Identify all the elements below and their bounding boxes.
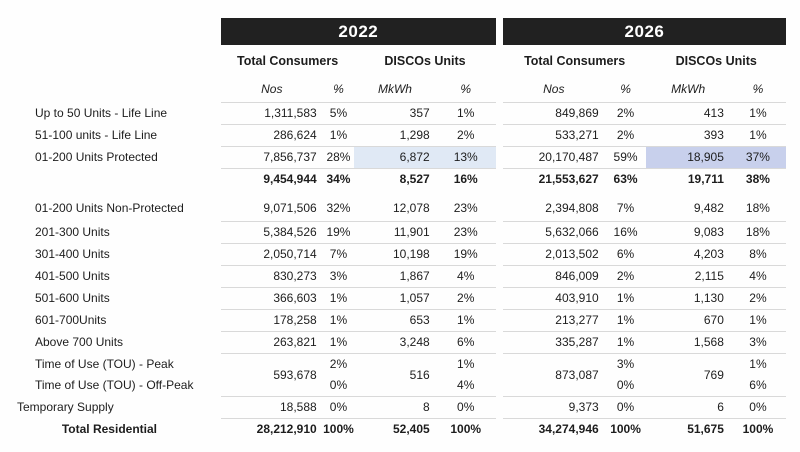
cell-y26-units-mkwh: 6 bbox=[646, 397, 729, 419]
cell-y22-consumers-pct: 1% bbox=[323, 310, 355, 332]
group-gap bbox=[496, 266, 503, 288]
cell-y26-units-mkwh: 1,130 bbox=[646, 288, 729, 310]
cell-y22-units-pct: 1% bbox=[436, 310, 496, 332]
cell-y22-units-pct: 23% bbox=[436, 222, 496, 244]
cell-y22-consumers-nos: 286,624 bbox=[221, 125, 323, 147]
group-gap bbox=[496, 375, 503, 397]
cell-y26-consumers-nos: 533,271 bbox=[503, 125, 605, 147]
table-row bbox=[0, 147, 786, 169]
cell-y22-consumers-nos: 2,050,714 bbox=[221, 244, 323, 266]
table-row bbox=[0, 125, 786, 147]
cell-y26-consumers-pct: 63% bbox=[613, 172, 638, 186]
cell-y22-consumers-pct: 1% bbox=[323, 288, 355, 310]
cell-y22-units-mkwh: 1,867 bbox=[354, 266, 435, 288]
group-gap bbox=[496, 354, 503, 376]
cell-y26-consumers-nos: 20,170,487 bbox=[503, 147, 605, 169]
gap bbox=[219, 375, 221, 397]
total-consumers-2026-header: Total Consumers bbox=[524, 53, 626, 68]
group-gap bbox=[496, 103, 503, 125]
cell-y22-consumers-nos: 28,212,910 bbox=[256, 422, 317, 436]
year-2026-band: 2026 bbox=[503, 18, 786, 45]
table-row bbox=[0, 222, 786, 244]
cell-y22-consumers-nos: 263,821 bbox=[221, 332, 323, 354]
row-label: 401-500 Units bbox=[35, 269, 110, 283]
cell-y22-consumers-nos: 5,384,526 bbox=[221, 222, 323, 244]
cell-y26-consumers-pct: 59% bbox=[605, 147, 647, 169]
cell-y22-units-pct: 0% bbox=[436, 397, 496, 419]
cell-y22-units-pct: 1% bbox=[436, 103, 496, 125]
cell-y26-units-pct: 18% bbox=[730, 222, 786, 244]
nos-2022-subheader: Nos bbox=[221, 77, 323, 103]
cell-y26-consumers-nos: 9,373 bbox=[503, 397, 605, 419]
cell-y22-units-pct: 6% bbox=[436, 332, 496, 354]
cell-y26-consumers-pct: 0% bbox=[605, 397, 647, 419]
table-row bbox=[0, 169, 786, 191]
row-label: Up to 50 Units - Life Line bbox=[35, 106, 168, 120]
cell-y26-units-mkwh: 670 bbox=[646, 310, 729, 332]
cell-y22-units-pct: 16% bbox=[453, 172, 478, 186]
cell-y22-units-mkwh: 3,248 bbox=[354, 332, 435, 354]
cell-y22-consumers-pct: 5% bbox=[323, 103, 355, 125]
corner-blank bbox=[0, 18, 219, 45]
cell-y26-units-pct: 1% bbox=[749, 357, 767, 371]
cell-y22-units-pct: 2% bbox=[436, 125, 496, 147]
table-row bbox=[0, 354, 786, 376]
cell-y26-units-pct: 8% bbox=[730, 244, 786, 266]
cell-y26-consumers-pct: 1% bbox=[605, 288, 647, 310]
cell-y26-units-pct: 1% bbox=[730, 310, 786, 332]
row-label: Time of Use (TOU) - Off-Peak bbox=[35, 378, 194, 393]
cell-y22-units-mkwh: 52,405 bbox=[392, 422, 430, 436]
table-row bbox=[0, 310, 786, 332]
cell-y26-consumers-pct: 100% bbox=[610, 422, 641, 436]
group-gap bbox=[496, 332, 503, 354]
group-gap bbox=[496, 288, 503, 310]
row-label: Temporary Supply bbox=[17, 400, 114, 414]
pct2-2022-subheader: % bbox=[436, 77, 496, 103]
group-gap bbox=[496, 397, 503, 419]
cell-y26-units-mkwh: 769 bbox=[646, 354, 729, 397]
row-label: Total Residential bbox=[61, 421, 157, 436]
cell-y22-consumers-pct: 34% bbox=[326, 172, 351, 186]
group-gap bbox=[496, 169, 503, 191]
table-body bbox=[0, 103, 786, 441]
cell-y26-consumers-nos: 34,274,946 bbox=[538, 422, 599, 436]
cell-y22-units-pct: 4% bbox=[436, 375, 496, 397]
cell-y22-consumers-pct: 0% bbox=[323, 375, 355, 397]
group-gap bbox=[496, 419, 503, 441]
cell-y22-units-mkwh: 11,901 bbox=[354, 222, 435, 244]
cell-y26-units-pct: 0% bbox=[730, 397, 786, 419]
mkwh-2026-subheader: MkWh bbox=[646, 77, 729, 103]
row-label: 301-400 Units bbox=[35, 247, 110, 261]
cell-y22-units-mkwh: 1,298 bbox=[354, 125, 435, 147]
cell-y26-consumers-pct: 1% bbox=[605, 310, 647, 332]
table-row bbox=[0, 190, 786, 222]
row-label: 601-700Units bbox=[35, 313, 107, 327]
table-row bbox=[0, 103, 786, 125]
cell-y22-consumers-pct: 0% bbox=[323, 397, 355, 419]
group-header-row bbox=[0, 45, 786, 77]
cell-y22-consumers-nos: 1,311,583 bbox=[221, 103, 323, 125]
pct-2026-subheader: % bbox=[605, 77, 647, 103]
cell-y26-units-mkwh: 9,482 bbox=[646, 190, 729, 222]
cell-y26-consumers-nos: 21,553,627 bbox=[538, 172, 599, 186]
residential-consumption-table bbox=[0, 18, 786, 440]
cell-y22-consumers-pct: 100% bbox=[323, 422, 354, 436]
cell-y22-consumers-pct: 7% bbox=[323, 244, 355, 266]
cell-y22-consumers-pct: 32% bbox=[323, 190, 355, 222]
row-label: 201-300 Units bbox=[35, 225, 110, 239]
cell-y26-consumers-nos: 403,910 bbox=[503, 288, 605, 310]
cell-y26-units-pct: 6% bbox=[730, 375, 786, 397]
cell-y26-consumers-pct: 2% bbox=[605, 125, 647, 147]
table-row bbox=[0, 397, 786, 419]
table-row bbox=[0, 244, 786, 266]
row-label: 501-600 Units bbox=[35, 291, 110, 305]
cell-y22-units-pct: 2% bbox=[436, 288, 496, 310]
year-2022-band: 2022 bbox=[221, 18, 496, 45]
cell-y22-consumers-nos: 593,678 bbox=[221, 354, 323, 397]
cell-y26-consumers-pct: 16% bbox=[605, 222, 647, 244]
discos-units-2026-header: DISCOs Units bbox=[675, 53, 757, 68]
group-gap bbox=[496, 310, 503, 332]
cell-y22-consumers-nos: 7,856,737 bbox=[221, 147, 323, 169]
row-label bbox=[0, 169, 219, 191]
cell-y22-consumers-nos: 178,258 bbox=[221, 310, 323, 332]
cell-y22-units-pct: 19% bbox=[436, 244, 496, 266]
subheader-row bbox=[0, 77, 786, 103]
cell-y26-units-pct: 18% bbox=[730, 190, 786, 222]
cell-y26-consumers-pct: 2% bbox=[605, 103, 647, 125]
group-gap bbox=[496, 244, 503, 266]
cell-y22-units-pct: 100% bbox=[450, 422, 482, 436]
cell-y22-consumers-nos: 9,454,944 bbox=[263, 172, 317, 186]
cell-y22-consumers-pct: 28% bbox=[323, 147, 355, 169]
table-row bbox=[0, 419, 786, 441]
cell-y22-units-pct: 4% bbox=[436, 266, 496, 288]
total-consumers-2022-header: Total Consumers bbox=[236, 53, 339, 68]
cell-y26-units-pct: 1% bbox=[730, 125, 786, 147]
cell-y22-units-mkwh: 8,527 bbox=[399, 172, 430, 186]
cell-y22-consumers-nos: 366,603 bbox=[221, 288, 323, 310]
cell-y26-units-mkwh: 413 bbox=[646, 103, 729, 125]
cell-y26-units-mkwh: 18,905 bbox=[646, 147, 729, 169]
cell-y26-consumers-nos: 2,013,502 bbox=[503, 244, 605, 266]
cell-y22-units-mkwh: 10,198 bbox=[354, 244, 435, 266]
cell-y26-consumers-nos: 849,869 bbox=[503, 103, 605, 125]
cell-y26-units-mkwh: 19,711 bbox=[687, 172, 724, 186]
cell-y22-units-pct: 1% bbox=[457, 357, 475, 371]
cell-y22-units-pct: 13% bbox=[436, 147, 496, 169]
cell-y26-consumers-pct: 6% bbox=[605, 244, 647, 266]
cell-y26-consumers-nos: 5,632,066 bbox=[503, 222, 605, 244]
pct-2022-subheader: % bbox=[323, 77, 355, 103]
cell-y22-consumers-pct: 3% bbox=[323, 266, 355, 288]
table-row bbox=[0, 332, 786, 354]
cell-y26-consumers-pct: 1% bbox=[605, 332, 647, 354]
row-label: Above 700 Units bbox=[35, 335, 124, 349]
row-label: 01-200 Units Protected bbox=[35, 150, 158, 164]
cell-y26-units-mkwh: 2,115 bbox=[646, 266, 729, 288]
cell-y22-consumers-nos: 18,588 bbox=[221, 397, 323, 419]
cell-y22-consumers-pct: 1% bbox=[323, 332, 355, 354]
cell-y26-consumers-nos: 335,287 bbox=[503, 332, 605, 354]
cell-y26-units-pct: 1% bbox=[730, 103, 786, 125]
cell-y26-units-mkwh: 4,203 bbox=[646, 244, 729, 266]
cell-y26-units-pct: 100% bbox=[742, 422, 774, 436]
cell-y26-units-mkwh: 9,083 bbox=[646, 222, 729, 244]
mkwh-2022-subheader: MkWh bbox=[354, 77, 435, 103]
cell-y22-units-mkwh: 6,872 bbox=[354, 147, 435, 169]
cell-y26-units-mkwh: 393 bbox=[646, 125, 729, 147]
cell-y26-units-pct: 3% bbox=[730, 332, 786, 354]
cell-y22-consumers-nos: 9,071,506 bbox=[221, 190, 323, 222]
row-label: 51-100 units - Life Line bbox=[35, 128, 158, 142]
cell-y26-units-mkwh: 51,675 bbox=[687, 422, 724, 436]
discos-units-2022-header: DISCOs Units bbox=[384, 53, 466, 68]
cell-y26-units-pct: 38% bbox=[745, 172, 770, 186]
nos-2026-subheader: Nos bbox=[503, 77, 605, 103]
cell-y26-consumers-nos: 873,087 bbox=[503, 354, 605, 397]
cell-y22-consumers-pct: 19% bbox=[323, 222, 355, 244]
cell-y22-units-mkwh: 357 bbox=[354, 103, 435, 125]
group-gap bbox=[496, 125, 503, 147]
row-label: Time of Use (TOU) - Peak bbox=[35, 356, 174, 371]
pct2-2026-subheader: % bbox=[730, 77, 786, 103]
cell-y22-units-mkwh: 653 bbox=[354, 310, 435, 332]
cell-y22-consumers-pct: 1% bbox=[323, 125, 355, 147]
cell-y22-units-mkwh: 8 bbox=[354, 397, 435, 419]
cell-y26-consumers-nos: 213,277 bbox=[503, 310, 605, 332]
cell-y26-units-mkwh: 1,568 bbox=[646, 332, 729, 354]
year-band-row bbox=[0, 18, 786, 45]
cell-y22-consumers-nos: 830,273 bbox=[221, 266, 323, 288]
row-label: 01-200 Units Non-Protected bbox=[35, 200, 184, 215]
table-row bbox=[0, 288, 786, 310]
cell-y26-consumers-pct: 3% bbox=[616, 357, 635, 371]
cell-y26-units-pct: 4% bbox=[730, 266, 786, 288]
group-gap bbox=[496, 147, 503, 169]
group-gap bbox=[496, 222, 503, 244]
group-gap bbox=[496, 190, 503, 222]
cell-y22-units-mkwh: 516 bbox=[354, 354, 435, 397]
cell-y26-units-pct: 37% bbox=[730, 147, 786, 169]
cell-y26-consumers-pct: 7% bbox=[605, 190, 647, 222]
cell-y22-units-mkwh: 1,057 bbox=[354, 288, 435, 310]
cell-y26-consumers-nos: 2,394,808 bbox=[503, 190, 605, 222]
cell-y26-consumers-pct: 2% bbox=[605, 266, 647, 288]
cell-y22-units-mkwh: 12,078 bbox=[354, 190, 435, 222]
cell-y22-consumers-pct: 2% bbox=[329, 357, 348, 371]
cell-y22-units-pct: 23% bbox=[436, 190, 496, 222]
cell-y26-consumers-nos: 846,009 bbox=[503, 266, 605, 288]
group-gap bbox=[496, 18, 503, 45]
table-row bbox=[0, 266, 786, 288]
cell-y26-consumers-pct: 0% bbox=[605, 375, 647, 397]
cell-y26-units-pct: 2% bbox=[730, 288, 786, 310]
